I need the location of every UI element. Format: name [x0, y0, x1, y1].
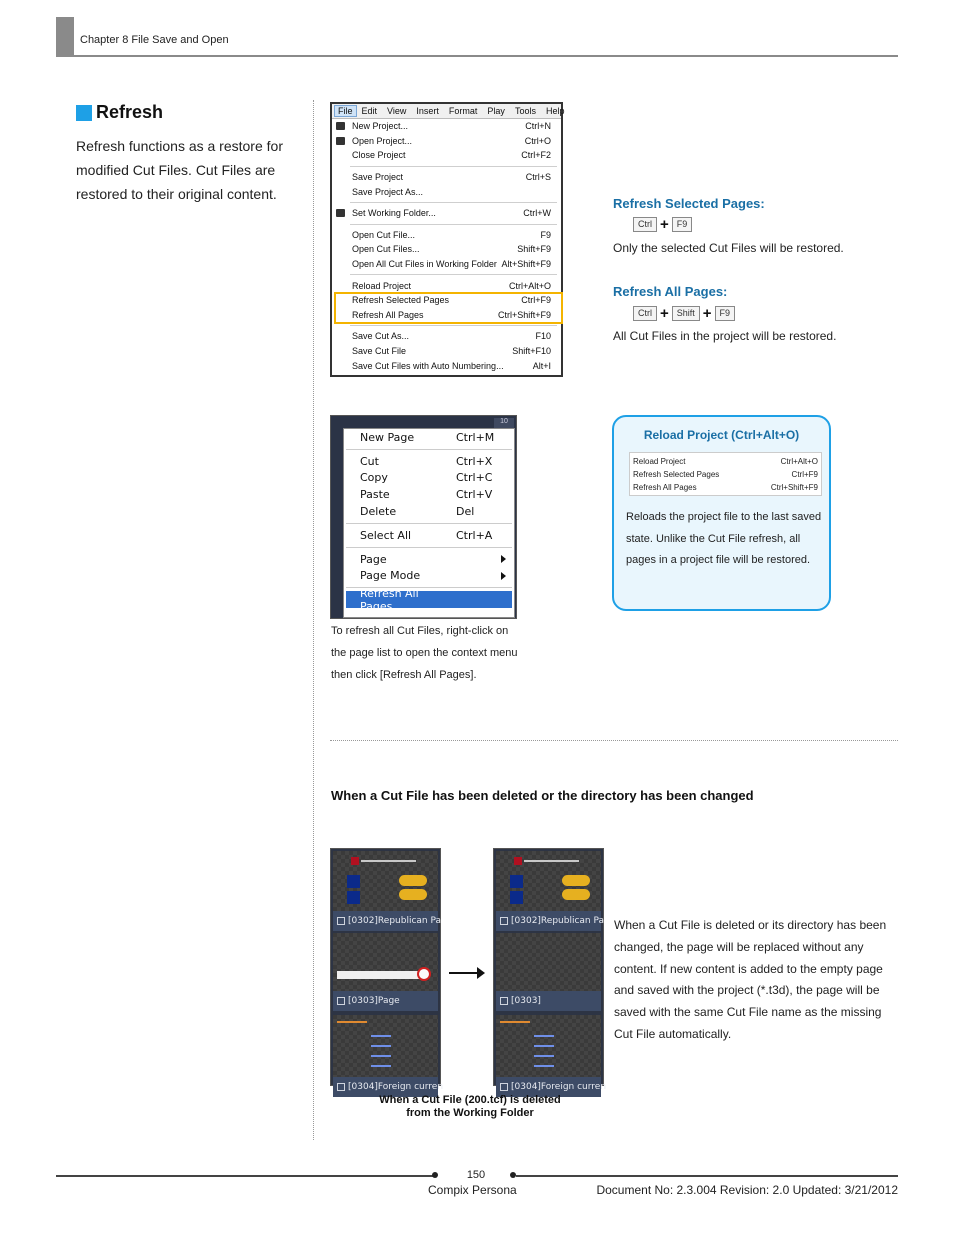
menubar-item-edit[interactable]: Edit — [361, 106, 378, 116]
menu-item-shortcut: Shift+F9 — [517, 244, 551, 255]
refresh-selected-keys — [633, 217, 692, 232]
arrow-icon — [449, 972, 479, 974]
info-menu-label: Refresh Selected Pages — [633, 470, 720, 479]
info-menu-label: Reload Project — [633, 457, 686, 466]
info-box-desc: Reloads the project file to the last saved state. Unlike the Cut File refresh, all pages in a project file will be restored. — [626, 511, 822, 566]
menu-item-shortcut: Ctrl+F2 — [521, 150, 551, 161]
info-menu-item — [630, 455, 821, 468]
menu-separator — [350, 166, 557, 167]
info-menu-item — [630, 468, 821, 481]
header-bar — [56, 17, 74, 57]
page-thumbnail — [333, 933, 438, 991]
menu-item-label: New Project... — [352, 121, 409, 132]
thumb-line — [337, 1021, 367, 1023]
context-item-label: Copy — [360, 471, 388, 485]
context-menu — [343, 428, 515, 618]
context-item-label: Cut — [360, 454, 379, 468]
context-item-label: Paste — [360, 488, 390, 502]
page-tab[interactable] — [333, 991, 438, 1011]
page-icon — [500, 997, 508, 1005]
thumb-line — [534, 1055, 554, 1057]
caption-line: from the Working Folder — [406, 1107, 534, 1119]
key-f9: F9 — [715, 306, 736, 321]
submenu-arrow-icon — [501, 572, 506, 580]
menubar-item-tools[interactable]: Tools — [514, 106, 536, 116]
info-box-title: Reload Project (Ctrl+Alt+O) — [643, 428, 800, 442]
footer-rule-left — [56, 1175, 434, 1177]
menu-item-label: Save Project As... — [352, 186, 424, 197]
caption-line: When a Cut File (200.tcf) is deleted — [379, 1094, 561, 1106]
refresh-all-desc: All Cut Files in the project will be restored. — [613, 329, 837, 343]
key-shift: Shift — [672, 306, 700, 321]
menu-item-shortcut: F10 — [535, 331, 551, 342]
page-tab-label: [0303] — [511, 996, 541, 1006]
section-marker-icon — [76, 105, 92, 121]
menu-item-label: Open Cut Files... — [352, 244, 420, 255]
new-project-icon — [336, 122, 345, 130]
page-thumbnail — [333, 1015, 438, 1077]
context-item-shortcut: Ctrl+M — [456, 430, 495, 444]
after-screenshot — [493, 848, 607, 1092]
thumb-coin — [399, 875, 427, 886]
key-ctrl: Ctrl — [633, 217, 657, 232]
thumb-block — [510, 875, 523, 888]
refresh-all-title: Refresh All Pages: — [613, 284, 728, 299]
context-item-paste[interactable] — [344, 486, 514, 503]
key-f9: F9 — [672, 217, 693, 232]
section-intro: Refresh functions as a restore for modified Cut Files. Cut Files are restored to their original content. — [76, 138, 283, 202]
open-folder-icon — [336, 137, 345, 145]
context-item-label: Refresh All Pages — [360, 586, 419, 613]
section-divider — [330, 740, 898, 741]
page-icon — [500, 1083, 508, 1091]
chapter-title: Chapter 8 File Save and Open — [80, 34, 229, 46]
menu-item-close-project[interactable] — [332, 148, 561, 163]
context-item-page[interactable] — [344, 551, 514, 568]
menu-item-shortcut: Ctrl+O — [524, 135, 551, 146]
page-thumbnail — [333, 851, 438, 911]
thumb-line — [371, 1035, 391, 1037]
context-item-shortcut: Ctrl+A — [456, 528, 493, 542]
context-item-shortcut: Ctrl+C — [456, 471, 493, 485]
file-menu-list — [332, 119, 561, 373]
folder-icon — [336, 209, 345, 217]
context-item-label: New Page — [360, 430, 415, 444]
context-item-shortcut: Ctrl+V — [456, 488, 493, 502]
menu-item-label: Save Cut As... — [352, 331, 410, 342]
thumb-mark — [351, 857, 359, 865]
info-box-menu — [629, 452, 822, 496]
menu-item-shortcut: Ctrl+Shift+F9 — [497, 309, 551, 320]
page-number: 150 — [466, 1169, 486, 1181]
reload-project-info-box — [612, 415, 831, 611]
refresh-all-keys — [633, 306, 735, 321]
menu-item-shortcut: Ctrl+F9 — [521, 295, 551, 306]
thumb-line — [361, 860, 416, 862]
file-menu-screenshot — [330, 102, 563, 377]
page-tab-label: [0304]Foreign curren — [348, 1082, 444, 1092]
page-tab-label: [0302]Republican Pa — [348, 916, 442, 926]
context-item-new-page[interactable] — [344, 429, 514, 446]
thumb-circle — [417, 967, 431, 981]
document-info: Document No: 2.3.004 Revision: 2.0 Updated: 3/21/2012 — [596, 1183, 898, 1197]
plus-icon: + — [660, 216, 669, 233]
plus-icon: + — [660, 305, 669, 322]
context-item-shortcut: Del — [456, 505, 475, 519]
thumb-line — [371, 1045, 391, 1047]
context-item-refresh-all-pages[interactable] — [346, 586, 512, 613]
thumb-mark — [514, 857, 522, 865]
thumb-block — [510, 891, 523, 904]
refresh-selected-desc: Only the selected Cut Files will be restored. — [613, 241, 844, 255]
menu-item-save-cut-files-with-auto-numbering[interactable] — [332, 358, 561, 373]
context-item-shortcut: Ctrl+X — [456, 454, 493, 468]
menu-item-shortcut: Ctrl+W — [523, 208, 551, 219]
page-tab[interactable] — [496, 991, 601, 1011]
menu-item-shortcut: Shift+F10 — [512, 346, 551, 357]
menubar-item-file[interactable]: File — [334, 105, 357, 117]
info-menu-shortcut: Ctrl+Alt+O — [780, 457, 818, 466]
menu-item-save-project-as[interactable] — [332, 184, 561, 199]
menu-item-label: Open Project... — [352, 135, 413, 146]
menu-item-shortcut: Ctrl+S — [525, 172, 551, 183]
thumb-line — [524, 860, 579, 862]
menu-item-shortcut: Ctrl+N — [525, 121, 551, 132]
thumb-line — [371, 1055, 391, 1057]
menu-item-label: Save Cut File — [352, 346, 407, 357]
thumb-line — [500, 1021, 530, 1023]
menu-item-shortcut: Alt+I — [532, 360, 551, 371]
menu-bar — [332, 104, 565, 119]
menubar-item-format[interactable]: Format — [448, 106, 478, 116]
page-tab-label: [0302]Republican Pa — [511, 916, 605, 926]
page-tab[interactable] — [333, 911, 442, 931]
menu-separator — [350, 274, 557, 275]
menu-item-shortcut: Ctrl+Alt+O — [508, 280, 551, 291]
info-menu-item — [630, 481, 821, 494]
menu-item-save-cut-file[interactable] — [332, 344, 561, 359]
footer-dot — [432, 1172, 438, 1178]
info-menu-label: Refresh All Pages — [633, 483, 697, 492]
menu-item-label: Close Project — [352, 150, 406, 161]
thumb-line — [534, 1065, 554, 1067]
plus-icon: + — [702, 305, 712, 322]
menu-item-label: Set Working Folder... — [352, 208, 436, 219]
thumb-block — [347, 875, 360, 888]
header-rule — [56, 55, 898, 57]
deleted-section-heading: When a Cut File has been deleted or the directory has been changed — [331, 788, 754, 803]
context-item-copy[interactable] — [344, 470, 514, 487]
menu-item-label: Open All Cut Files in Working Folder — [352, 259, 497, 270]
menu-item-label: Refresh Selected Pages — [352, 295, 450, 306]
menu-item-shortcut: Alt+Shift+F9 — [501, 259, 551, 270]
context-item-label: Page Mode — [360, 569, 421, 583]
menubar-item-insert[interactable]: Insert — [416, 106, 439, 116]
page-list-strip: 10 — [494, 418, 514, 432]
arrow-head-icon — [477, 967, 485, 979]
product-name: Compix Persona — [428, 1183, 517, 1197]
section-title-text: Refresh — [96, 102, 164, 122]
menu-item-save-cut-as[interactable] — [332, 329, 561, 344]
menu-item-new-project[interactable] — [332, 119, 561, 134]
thumb-line — [534, 1045, 554, 1047]
menu-item-open-all-cut-files-in-working-folder[interactable] — [332, 257, 561, 272]
menu-item-label: Save Cut Files with Auto Numbering... — [352, 360, 504, 371]
page-tab-label: [0303]Page — [348, 996, 400, 1006]
menubar-item-help[interactable]: Help — [545, 106, 565, 116]
key-ctrl: Ctrl — [633, 306, 657, 321]
menu-item-label: Refresh All Pages — [352, 309, 424, 320]
menu-item-set-working-folder[interactable] — [332, 206, 561, 221]
menu-item-reload-project[interactable] — [332, 278, 561, 293]
refresh-selected-title: Refresh Selected Pages: — [613, 196, 765, 211]
context-item-label: Select All — [360, 528, 412, 542]
thumb-line — [534, 1035, 554, 1037]
thumb-coin — [562, 889, 590, 900]
page-thumbnail — [496, 1015, 601, 1077]
thumb-line — [371, 1065, 391, 1067]
page-icon — [337, 1083, 345, 1091]
menu-item-shortcut: F9 — [540, 229, 551, 240]
menu-item-open-project[interactable] — [332, 134, 561, 149]
menu-separator — [346, 523, 512, 524]
empty-page-thumbnail — [496, 933, 601, 991]
menu-separator — [350, 224, 557, 225]
column-divider — [313, 100, 314, 1140]
menu-item-label: Reload Project — [352, 280, 412, 291]
menu-separator — [346, 547, 512, 548]
context-menu-caption: To refresh all Cut Files, right-click on the page list to open the context menu then click [Refresh All Pages]. — [331, 625, 518, 681]
menubar-item-view[interactable]: View — [387, 106, 407, 116]
section-title — [76, 102, 163, 123]
menu-item-open-cut-files[interactable] — [332, 242, 561, 257]
page-thumbnail — [496, 851, 601, 911]
thumb-strip — [337, 971, 427, 979]
submenu-arrow-icon — [501, 555, 506, 563]
info-menu-shortcut: Ctrl+Shift+F9 — [770, 483, 818, 492]
page-tab-label: [0304]Foreign curren — [511, 1082, 607, 1092]
refresh-highlight-box — [334, 292, 563, 324]
menu-separator — [350, 325, 557, 326]
footer-rule-right — [516, 1175, 898, 1177]
deleted-section-desc: When a Cut File is deleted or its directory has been changed, the page will be replaced without any content. If new content is added to the empty page and saved with the project (*.t3d), the page will be saved with the same Cut File name as the missing Cut File automatically. — [614, 918, 887, 1041]
before-screenshot — [330, 848, 444, 1092]
menu-item-label: Save Project — [352, 172, 404, 183]
context-item-page-mode[interactable] — [344, 568, 514, 585]
context-item-label: Page — [360, 552, 387, 566]
thumb-block — [347, 891, 360, 904]
page-icon — [337, 997, 345, 1005]
menu-item-label: Open Cut File... — [352, 229, 416, 240]
thumb-coin — [399, 889, 427, 900]
page-icon — [337, 917, 345, 925]
screenshot-caption — [350, 1094, 590, 1120]
page-icon — [500, 917, 508, 925]
menu-item-save-project[interactable] — [332, 170, 561, 185]
thumb-coin — [562, 875, 590, 886]
context-item-label: Delete — [360, 505, 397, 519]
context-item-cut[interactable] — [344, 453, 514, 470]
page-tab[interactable] — [496, 911, 605, 931]
menu-separator — [350, 202, 557, 203]
menubar-item-play[interactable]: Play — [487, 106, 505, 116]
context-item-select-all[interactable] — [344, 527, 514, 544]
menu-separator — [346, 449, 512, 450]
info-menu-shortcut: Ctrl+F9 — [791, 470, 818, 479]
menu-item-open-cut-file[interactable] — [332, 228, 561, 243]
context-item-delete[interactable] — [344, 503, 514, 520]
context-menu-screenshot — [330, 415, 517, 619]
